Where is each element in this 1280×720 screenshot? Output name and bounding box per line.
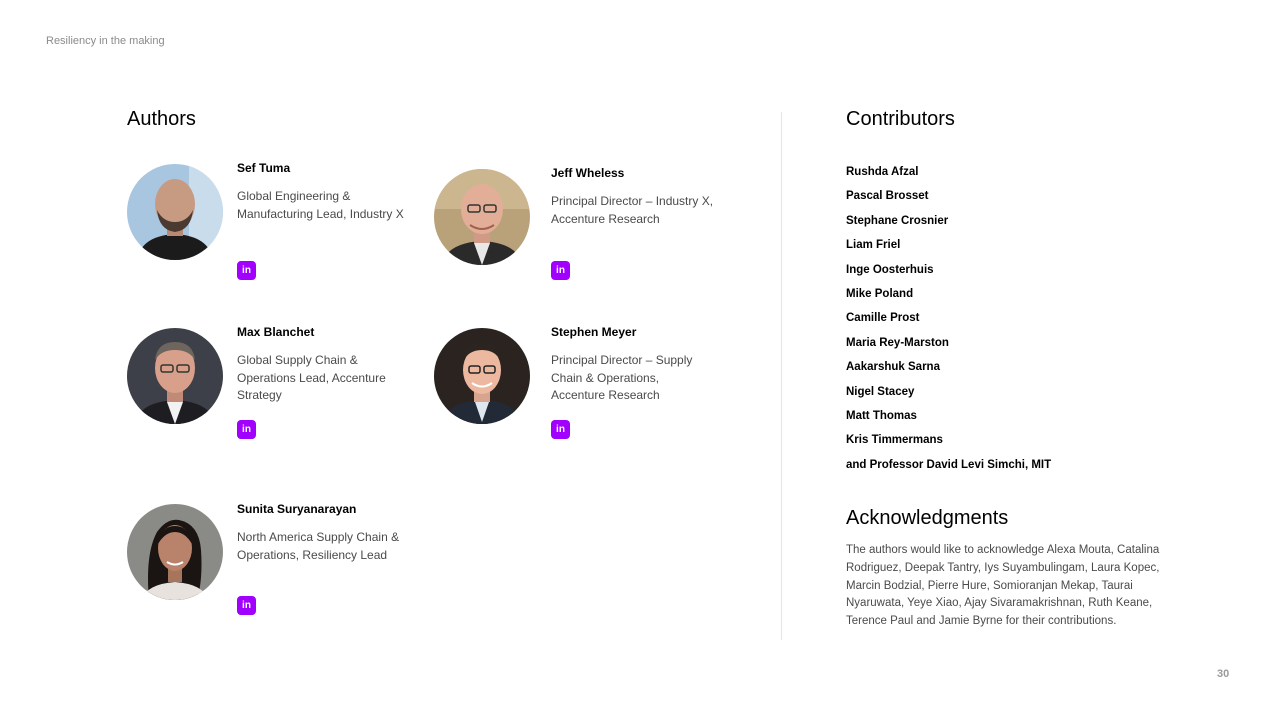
author-photo	[127, 328, 223, 424]
author-role: Global Supply Chain & Operations Lead, Accenture Strategy	[237, 353, 386, 403]
running-title: Resiliency in the making	[46, 35, 165, 47]
linkedin-icon[interactable]: in	[551, 420, 570, 439]
linkedin-icon[interactable]: in	[237, 596, 256, 615]
author-info	[237, 160, 417, 223]
author-photo	[434, 169, 530, 265]
author-name: Sunita Suryanarayan	[237, 502, 357, 516]
author-info	[551, 324, 731, 405]
author-info	[237, 324, 417, 405]
contributor-name: Maria Rey-Marston	[846, 336, 949, 349]
author-role: Principal Director – Industry X, Accenture Research	[551, 194, 714, 226]
author-info	[551, 165, 731, 228]
author-name: Sef Tuma	[237, 161, 291, 175]
contributor-name: Aakarshuk Sarna	[846, 361, 940, 374]
author-role: Principal Director – Supply Chain & Operations, Accenture Research	[551, 353, 693, 403]
contributor-name: and Professor David Levi Simchi, MIT	[846, 458, 1052, 471]
linkedin-icon[interactable]: in	[551, 261, 570, 280]
acknowledgments-heading: Acknowledgments	[846, 507, 1009, 529]
contributor-name: Rushda Afzal	[846, 166, 919, 178]
contributor-name: Stephane Crosnier	[846, 214, 949, 227]
acknowledgments-text: The authors would like to acknowledge Alexa Mouta, Catalina Rodriguez, Deepak Tantry, Iys Suyambulingam, Laura Kopec, Marcin Bodzial, Pierre Hure, Somioranjan Mekap, Taurai Nyaruwata, Yeye Xiao, Ajay Sivaramakrishnan, Ruth Keane, Terence Paul and Jamie Byrne for their contributions.	[846, 544, 1160, 628]
author-photo	[434, 328, 530, 424]
contributor-name: Pascal Brosset	[846, 190, 929, 203]
author-card	[434, 324, 734, 444]
author-role: Global Engineering & Manufacturing Lead, Industry X	[237, 189, 404, 221]
author-name: Jeff Wheless	[551, 166, 625, 180]
contributor-name: Inge Oosterhuis	[846, 263, 934, 276]
author-name: Stephen Meyer	[551, 325, 637, 339]
linkedin-icon[interactable]: in	[237, 420, 256, 439]
linkedin-icon[interactable]: in	[237, 261, 256, 280]
contributor-name: Nigel Stacey	[846, 385, 915, 398]
contributor-name: Camille Prost	[846, 312, 920, 325]
author-photo	[127, 504, 223, 600]
author-photo	[127, 164, 223, 260]
contributors-list	[846, 163, 1051, 480]
contributor-name: Liam Friel	[846, 239, 901, 252]
contributor-name: Mike Poland	[846, 287, 914, 300]
authors-heading: Authors	[127, 108, 196, 130]
author-name: Max Blanchet	[237, 325, 315, 339]
author-card	[127, 324, 427, 444]
author-card	[127, 501, 427, 621]
author-role: North America Supply Chain & Operations, Resiliency Lead	[237, 530, 400, 562]
contributor-name: Kris Timmermans	[846, 434, 943, 447]
page-number: 30	[1217, 668, 1230, 680]
author-info	[237, 501, 417, 564]
author-card	[127, 160, 427, 280]
contributors-heading: Contributors	[846, 108, 955, 130]
column-divider	[781, 112, 782, 640]
contributor-name: Matt Thomas	[846, 409, 917, 422]
author-card	[434, 165, 734, 285]
